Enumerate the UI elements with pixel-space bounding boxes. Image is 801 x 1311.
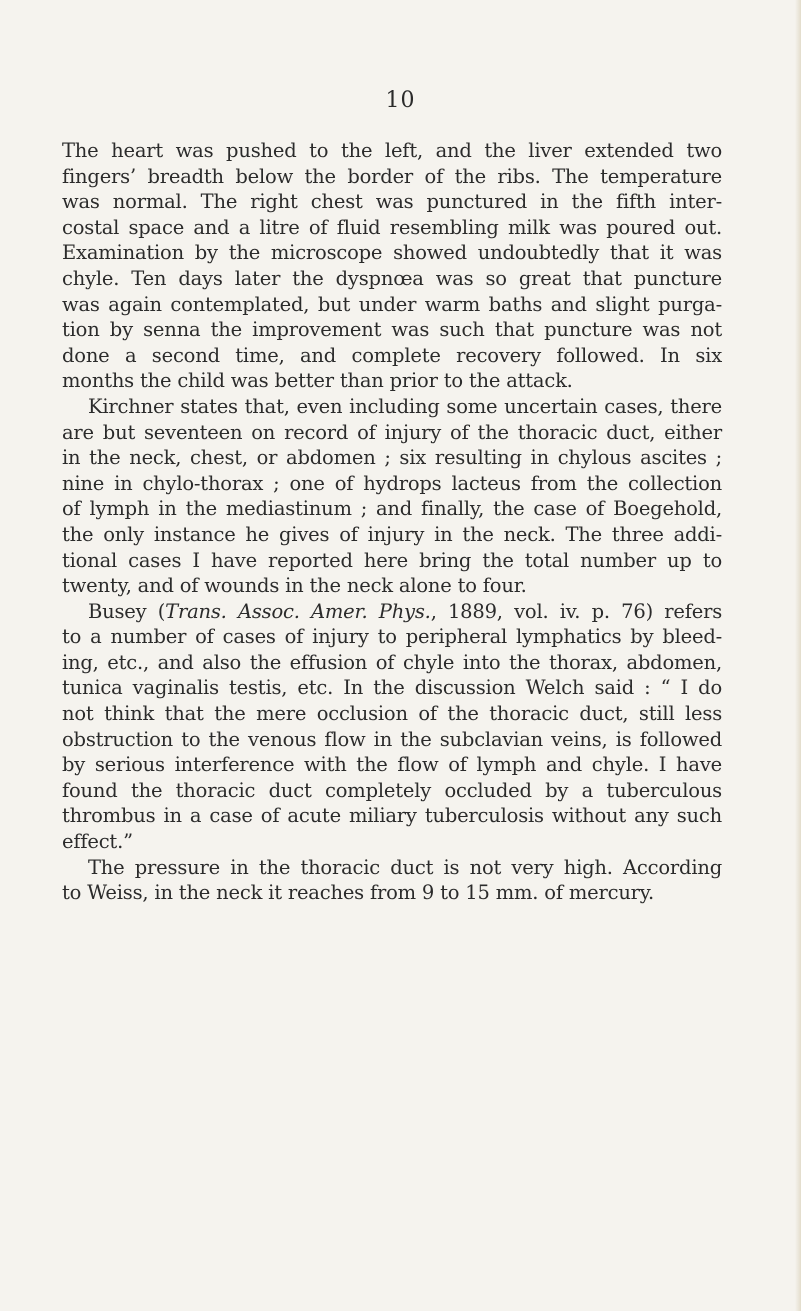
text-line: to Weiss, in the neck it reaches from 9 to 15 mm. of mercury. <box>62 881 655 905</box>
paragraph-1 <box>62 138 722 394</box>
text-line: of lymph in the mediastinum ; and finally, the case of Boegehold, <box>62 497 722 521</box>
body-text <box>62 138 722 906</box>
text-line: obstruction to the venous flow in the subclavian veins, is followed <box>62 727 722 751</box>
text-line: The pressure in the thoracic duct is not very high. According <box>88 855 722 879</box>
text-line: The heart was pushed to the left, and the liver extended two <box>62 139 722 162</box>
paragraph-3 <box>62 599 722 855</box>
text-line: nine in chylo-thorax ; one of hydrops lacteus from the collection <box>62 471 722 495</box>
text-line: not think that the mere occlusion of the thoracic duct, still less <box>62 702 722 726</box>
paragraph-2 <box>62 394 722 599</box>
text-line: costal space and a litre of fluid resembling milk was poured out. <box>62 215 722 239</box>
text-line: Examination by the microscope showed undoubtedly that it was <box>62 241 722 265</box>
text-line: to a number of cases of injury to peripheral lymphatics by bleed- <box>62 625 722 649</box>
text-line: Kirchner states that, even including some uncertain cases, there <box>88 394 722 418</box>
text-line: by serious interference with the flow of lymph and chyle. I have <box>62 753 722 777</box>
text-line: tional cases I have reported here bring the total number up to <box>62 548 722 572</box>
text-line: chyle. Ten days later the dyspnœa was so great that puncture <box>62 266 722 290</box>
text-line: in the neck, chest, or abdomen ; six resulting in chylous ascites ; <box>62 446 722 470</box>
journal-title: Trans. Assoc. Amer. Phys. <box>165 599 431 623</box>
text-line: found the thoracic duct completely occluded by a tuberculous <box>62 778 722 802</box>
text-line: was again contemplated, but under warm baths and slight purga- <box>62 292 722 316</box>
citation-details: , 1889, vol. iv. p. 76) refers <box>430 599 723 623</box>
text-line: tunica vaginalis testis, etc. In the discussion Welch said : “ I do <box>62 676 722 700</box>
citation-author: Busey ( <box>88 599 166 623</box>
text-line: effect.” <box>62 830 133 854</box>
page-edge-shadow <box>795 0 801 1311</box>
text-line: months the child was better than prior to the attack. <box>62 369 573 393</box>
paragraph-4 <box>62 855 722 906</box>
text-line: done a second time, and complete recovery followed. In six <box>62 343 722 367</box>
text-line: the only instance he gives of injury in the neck. The three addi- <box>62 522 722 546</box>
text-line: was normal. The right chest was punctured in the fifth inter- <box>62 190 722 214</box>
text-line: ing, etc., and also the effusion of chyle into the thorax, abdomen, <box>62 650 722 674</box>
page-number: 10 <box>385 88 416 113</box>
text-line: tion by senna the improvement was such that puncture was not <box>62 318 722 342</box>
text-line: fingers’ breadth below the border of the ribs. The temperature <box>62 164 722 188</box>
text-line-citation <box>62 599 722 625</box>
text-line: twenty, and of wounds in the neck alone to four. <box>62 574 527 598</box>
text-line: thrombus in a case of acute miliary tuberculosis without any such <box>62 804 722 828</box>
text-line: are but seventeen on record of injury of the thoracic duct, either <box>62 420 722 444</box>
